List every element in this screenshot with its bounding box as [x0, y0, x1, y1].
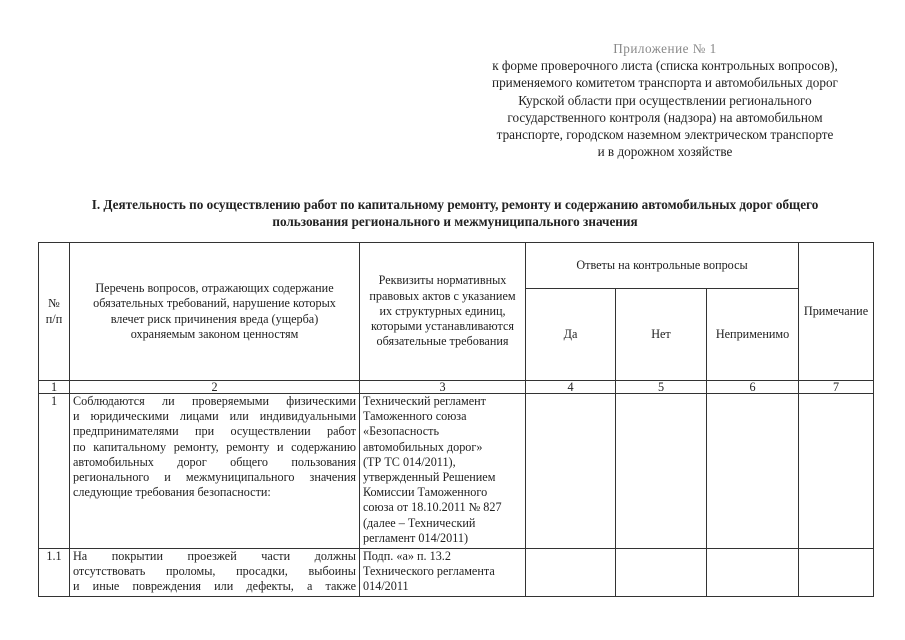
row-num: 1.1 [39, 549, 70, 597]
note-cell[interactable] [799, 394, 874, 549]
requisite-line: (далее – Технический [363, 515, 476, 530]
requisite-line: «Безопасность [363, 424, 440, 439]
question-line: регионального и межмуниципального значения [73, 470, 356, 485]
column-number: 1 [39, 381, 70, 394]
section-title-line: пользования регионального и межмуниципального значения [272, 214, 638, 229]
column-number: 7 [799, 381, 874, 394]
question-line: На покрытии проезжей части должны [73, 549, 356, 563]
section-title [40, 196, 870, 230]
appendix-title: Приложение № 1 [613, 41, 717, 56]
appendix-line: Курской области при осуществлении регионального [518, 92, 812, 108]
requisite-line: 014/2011 [363, 579, 409, 594]
question-line: по капитальному ремонту, ремонту и содержанию [73, 439, 356, 454]
requisite-line: Технического регламента [363, 564, 495, 579]
header-num: № п/п [39, 243, 70, 381]
requisite-line: Технический регламент [363, 394, 486, 408]
appendix-line: государственного контроля (надзора) на автомобильном [507, 109, 823, 125]
requisite-line: автомобильных дорог» [363, 439, 483, 454]
row-question [70, 394, 360, 549]
header-note: Примечание [799, 243, 874, 381]
header-questions: Перечень вопросов, отражающих содержание обязательных требований, нарушение которых влечет риск причинения вреда (ущерба) охраняемым законом ценностям [70, 243, 360, 381]
column-number: 6 [707, 381, 799, 394]
requisite-line: союза от 18.10.2011 № 827 [363, 500, 502, 515]
answer-yes-cell[interactable] [526, 549, 616, 597]
header-yes: Да [526, 289, 616, 381]
note-cell[interactable] [799, 549, 874, 597]
question-line: и юридическими лицами или индивидуальными [73, 409, 356, 424]
question-line: Соблюдаются ли проверяемыми физическими [73, 394, 356, 408]
header-answers-group: Ответы на контрольные вопросы [526, 243, 799, 289]
checklist-table [38, 242, 874, 597]
requisite-line: Подп. «а» п. 13.2 [363, 549, 451, 563]
answer-yes-cell[interactable] [526, 394, 616, 549]
column-number: 4 [526, 381, 616, 394]
column-number: 5 [616, 381, 707, 394]
answer-na-cell[interactable] [707, 549, 799, 597]
requisite-line: (ТР ТС 014/2011), [363, 454, 456, 469]
row-num: 1 [39, 394, 70, 549]
answer-no-cell[interactable] [616, 549, 707, 597]
answer-no-cell[interactable] [616, 394, 707, 549]
header-na: Неприменимо [707, 289, 799, 381]
header-no: Нет [616, 289, 707, 381]
requisite-line: регламент 014/2011) [363, 530, 469, 545]
column-number: 2 [70, 381, 360, 394]
appendix-line: применяемого комитетом транспорта и автомобильных дорог [492, 75, 838, 91]
question-line: предпринимателями при осуществлении работ [73, 424, 356, 439]
column-number: 3 [360, 381, 526, 394]
answer-na-cell[interactable] [707, 394, 799, 549]
question-line: отсутствовать проломы, просадки, выбоины [73, 564, 356, 579]
appendix-line: транспорте, городском наземном электрическом транспорте [496, 127, 834, 143]
requisite-line: Таможенного союза [363, 409, 467, 424]
question-line: следующие требования безопасности: [73, 485, 271, 500]
row-question [70, 549, 360, 597]
section-title-line: I. Деятельность по осуществлению работ по капитальному ремонту, ремонту и содержанию автомобильных дорог общего [91, 197, 819, 212]
table-row [39, 394, 874, 549]
appendix-line: к форме проверочного листа (списка контрольных вопросов), [492, 58, 838, 74]
question-line: автомобильных дорог общего пользования [73, 454, 356, 469]
appendix-header [440, 40, 890, 160]
question-line: и иные повреждения или дефекты, а также [73, 579, 356, 594]
requisite-line: Комиссии Таможенного [363, 485, 488, 500]
row-requisites [360, 394, 526, 549]
header-requisites: Реквизиты нормативных правовых актов с указанием их структурных единиц, которыми устанавливаются обязательные требования [360, 243, 526, 381]
table-row [39, 549, 874, 597]
requisite-line: утвержденный Решением [363, 470, 496, 485]
appendix-line: и в дорожном хозяйстве [597, 144, 733, 160]
row-requisites [360, 549, 526, 597]
